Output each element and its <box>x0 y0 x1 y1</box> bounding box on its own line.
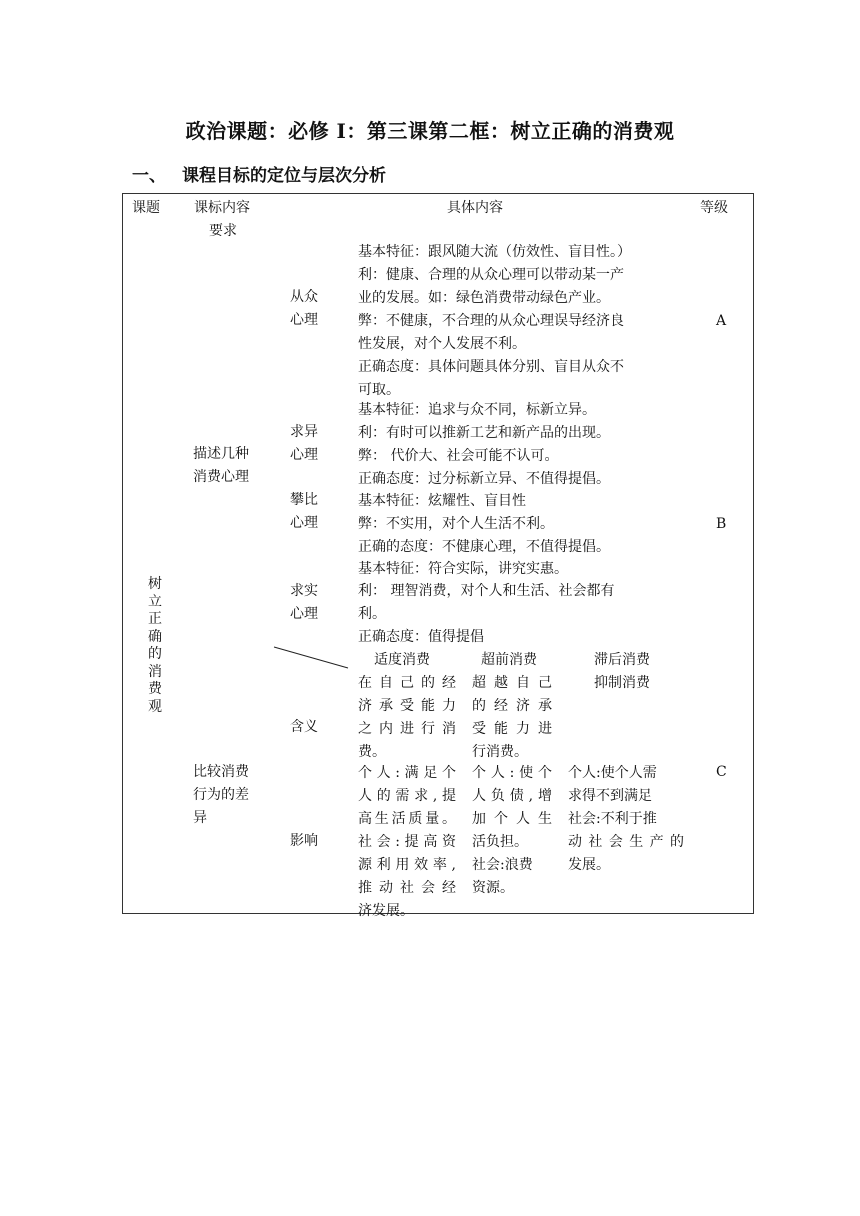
conformity-line: 正确态度：具体问题具体分别、盲目从众不 <box>358 359 624 375</box>
impact-moderate: 社会:提高资 <box>358 834 456 850</box>
impact-advance: 活负担。 <box>472 834 528 850</box>
impact-advance: 加个人生 <box>472 811 552 827</box>
meaning-advance: 超越自己 <box>472 675 552 691</box>
impact-moderate: 济发展。 <box>358 903 414 919</box>
impact-lagging: 发展。 <box>568 857 610 873</box>
impact-moderate: 推动社会经 <box>358 880 456 896</box>
header-requirement-line2: 要求 <box>209 223 237 239</box>
conformity-line: 可取。 <box>358 382 400 398</box>
row-label-impact: 影响 <box>290 833 318 849</box>
practical-line: 利。 <box>358 606 386 622</box>
grade-b: B <box>716 516 727 532</box>
impact-lagging: 社会:不利于推 <box>568 811 657 827</box>
meaning-moderate: 之内进行消 <box>358 721 456 737</box>
psych-label-practical: 求实 <box>290 583 318 599</box>
meaning-advance: 受能力进 <box>472 721 552 737</box>
psych-label-conformity: 从众 <box>290 289 318 305</box>
topic-char: 正 <box>148 611 162 627</box>
conformity-line: 利：健康、合理的从众心理可以带动某一产 <box>358 267 624 283</box>
uniqueness-line: 正确态度：过分标新立异、不值得提倡。 <box>358 471 610 487</box>
psych-label-comparison: 攀比 <box>290 492 318 508</box>
impact-lagging: 个人:使个人需 <box>568 765 657 781</box>
meaning-moderate: 费。 <box>358 744 386 760</box>
col-header-advance: 超前消费 <box>481 652 537 668</box>
psych-label-uniqueness: 求异 <box>290 424 318 440</box>
topic-char: 确 <box>148 628 162 645</box>
psych-label-conformity: 心理 <box>290 312 318 328</box>
impact-moderate: 人的需求,提 <box>358 788 456 804</box>
col-header-moderate: 适度消费 <box>374 652 430 668</box>
psych-label-uniqueness: 心理 <box>290 447 318 463</box>
conformity-line: 性发展，对个人发展不利。 <box>358 336 526 352</box>
comparison-line: 基本特征：炫耀性、盲目性 <box>358 493 526 509</box>
uniqueness-line: 基本特征：追求与众不同，标新立异。 <box>358 402 596 418</box>
section-heading-text: 课程目标的定位与层次分析 <box>182 166 386 186</box>
topic-char: 树 <box>148 576 162 592</box>
requirement-describe-line2: 消费心理 <box>193 469 249 485</box>
requirement-compare-line2: 行为的差 <box>193 787 249 803</box>
practical-line: 利： 理智消费，对个人和生活、社会都有 <box>358 583 615 599</box>
header-content: 具体内容 <box>447 200 503 216</box>
comparison-line: 正确的态度：不健康心理，不值得提倡。 <box>358 539 610 555</box>
page-title: 政治课题：必修 I：第三课第二框：树立正确的消费观 <box>185 119 675 143</box>
conformity-line: 弊：不健康，不合理的从众心理误导经济良 <box>358 313 624 329</box>
meaning-moderate: 济承受能力 <box>358 698 456 714</box>
header-topic: 课题 <box>132 200 160 216</box>
practical-line: 基本特征：符合实际，讲究实惠。 <box>358 561 568 577</box>
topic-char: 消 <box>148 663 162 680</box>
topic-char: 费 <box>148 681 162 697</box>
impact-lagging: 动社会生产的 <box>568 834 684 850</box>
impact-advance: 个人:使个 <box>472 765 552 781</box>
meaning-moderate: 在自己的经 <box>358 675 456 691</box>
comparison-line: 弊：不实用，对个人生活不利。 <box>358 516 554 532</box>
col-header-lagging: 滞后消费 <box>594 652 650 668</box>
impact-moderate: 高生活质量。 <box>358 811 456 827</box>
grade-a: A <box>716 313 727 329</box>
impact-advance: 资源。 <box>472 880 514 896</box>
header-level: 等级 <box>700 200 728 216</box>
impact-moderate: 个人:满足个 <box>358 765 456 781</box>
meaning-advance: 行消费。 <box>472 744 528 760</box>
conformity-line: 基本特征：跟风随大流（仿效性、盲目性。） <box>358 244 631 260</box>
requirement-compare-line3: 异 <box>193 810 207 826</box>
topic-vertical-text <box>145 576 165 716</box>
impact-advance: 人负债,增 <box>472 788 552 804</box>
impact-moderate: 源利用效率, <box>358 857 456 873</box>
impact-advance: 社会:浪费 <box>472 857 533 873</box>
header-requirement-line1: 课标内容 <box>194 200 250 216</box>
section-heading <box>132 161 386 186</box>
psych-label-comparison: 心理 <box>290 515 318 531</box>
conformity-line: 业的发展。如：绿色消费带动绿色产业。 <box>358 290 610 306</box>
practical-line: 正确态度：值得提倡 <box>358 629 484 645</box>
row-label-meaning: 含义 <box>290 719 318 735</box>
section-number: 一、 <box>132 166 166 186</box>
topic-char: 立 <box>148 593 162 610</box>
uniqueness-line: 利：有时可以推新工艺和新产品的出现。 <box>358 425 610 441</box>
col-header-suppressed: 抑制消费 <box>594 675 650 691</box>
psych-label-practical: 心理 <box>290 606 318 622</box>
uniqueness-line: 弊： 代价大、社会可能不认可。 <box>358 448 559 464</box>
meaning-advance: 的经济承 <box>472 698 552 714</box>
impact-lagging: 求得不到满足 <box>568 788 652 804</box>
topic-char: 的 <box>148 646 162 662</box>
requirement-describe-line1: 描述几种 <box>193 446 249 462</box>
topic-char: 观 <box>148 698 162 715</box>
requirement-compare-line1: 比较消费 <box>193 764 249 780</box>
grade-c: C <box>716 764 727 780</box>
